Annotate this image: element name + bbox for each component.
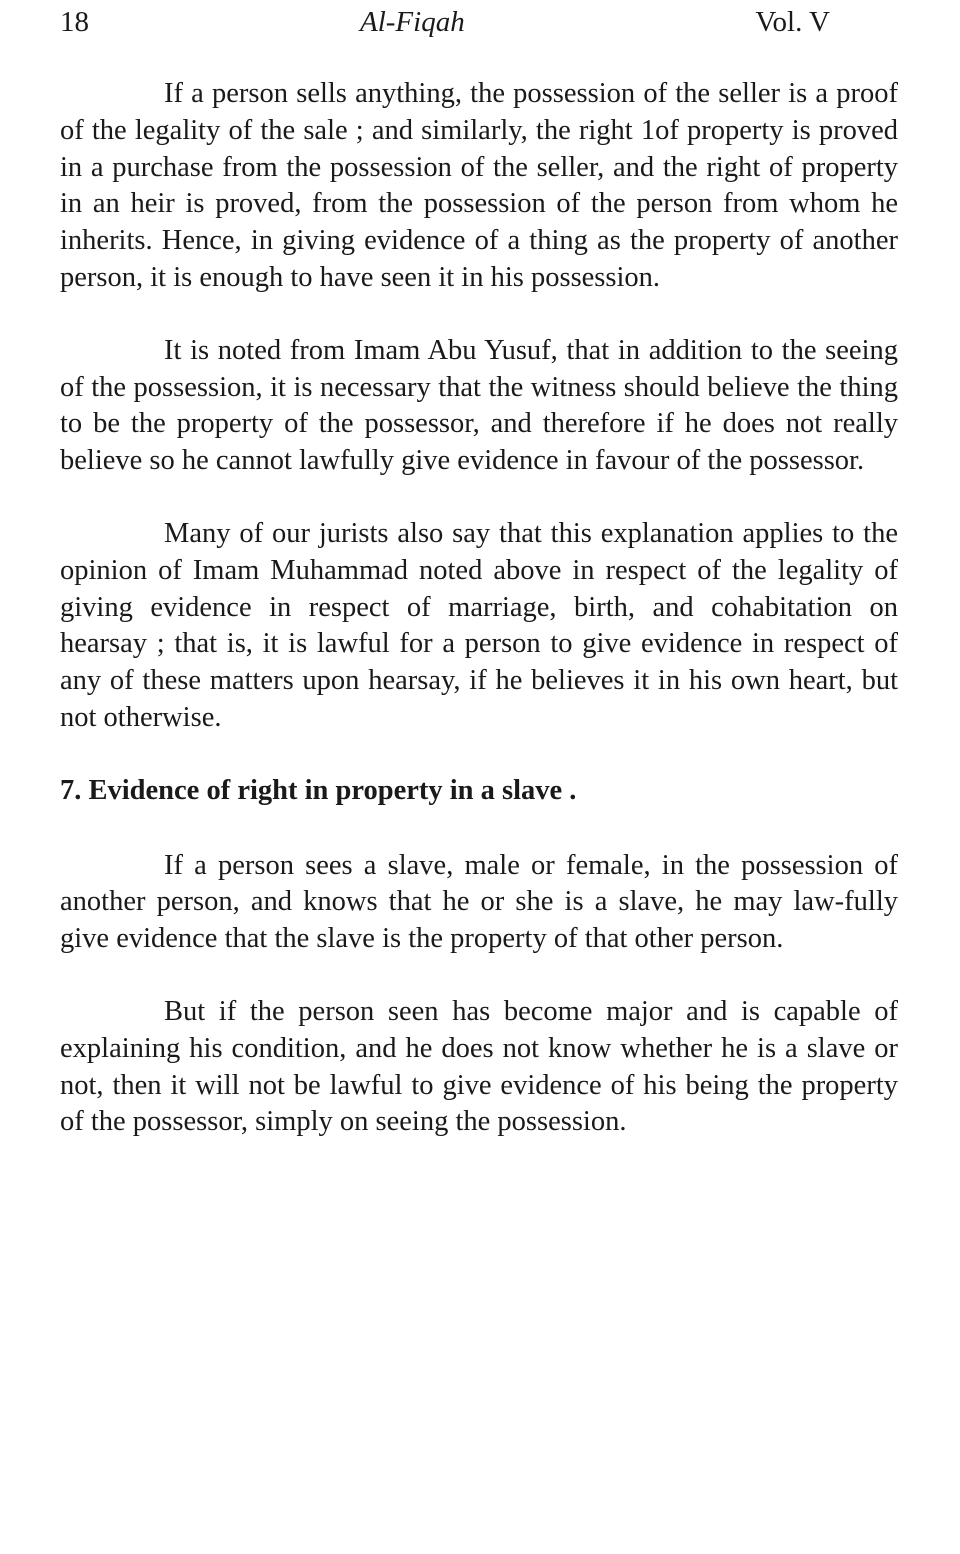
document-page xyxy=(60,0,898,1554)
paragraph-abu-yusuf: It is noted from Imam Abu Yusuf, that in addition to the seeing of the possession, it is necessary that the witness should believe the thing to be the property of the possessor, and therefore if he does not really believe so he cannot lawfully give evidence in favour of the possessor. xyxy=(60,334,898,477)
page-number: 18 xyxy=(60,6,89,38)
paragraph-major-person: But if the person seen has become major and is capable of explaining his condition, and he does not know whether he is a slave or not, then it will not be lawful to give evidence of his being the property of the possessor, simply on seeing the possession. xyxy=(60,995,898,1138)
paragraph-possession-proof: If a person sells anything, the possession of the seller is a proof of the legality of the sale ; and similarly, the right 1of property is proved in a purchase from the possession of the seller, and the right of property in an heir is proved, from the possession of the person from whom he inherits. Hence, in giving evidence of a thing as the property of another person, it is enough to have seen it in his possession. xyxy=(60,78,898,293)
paragraph-jurists-opinion: Many of our jurists also say that this explanation applies to the opinion of Imam Muhammad noted above in respect of the legality of giving evidence in respect of marriage, birth, and cohabitation on hearsay ; that is, it is lawful for a person to give evidence in respect of any of these matters upon hearsay, if he believes it in his own heart, but not otherwise. xyxy=(60,517,898,733)
volume-label: Vol. V xyxy=(755,6,830,38)
running-header xyxy=(60,2,898,42)
paragraph-slave-possession: If a person sees a slave, male or female, in the possession of another person, and knows that he or she is a slave, he may law-fully give evidence that the slave is the property of that other person. xyxy=(60,849,898,955)
section-heading: 7. Evidence of right in property in a slave . xyxy=(60,774,577,806)
book-title: Al-Fiqah xyxy=(360,6,465,38)
body-text xyxy=(60,76,898,1177)
